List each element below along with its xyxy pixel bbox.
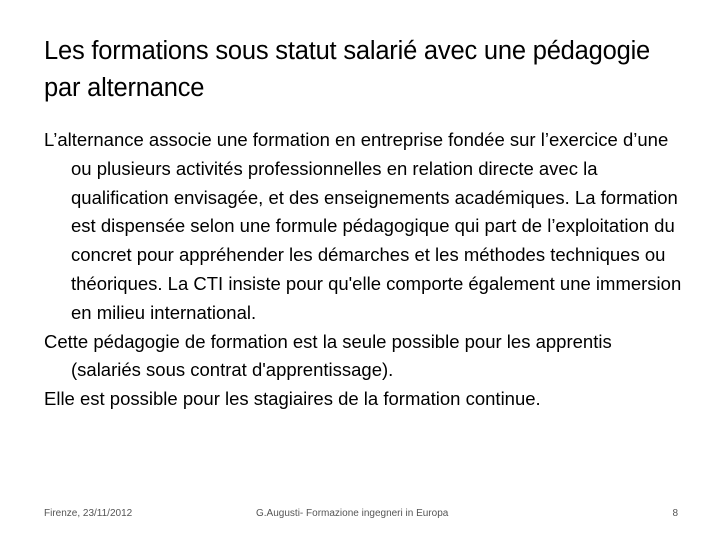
slide-title: Les formations sous statut salarié avec une pédagogie par alternance	[44, 37, 651, 102]
body-paragraph-alternance: L’alternance associe une formation en entreprise fondée sur l’exercice d’une ou plusieurs activités professionnelles en relation directe avec la qualification envisagée, et des enseignements académiques. La formation est dispensée selon une formule pédagogique qui part de l’exploitation du concret pour appréhender les démarches et les méthodes techniques ou théoriques. La CTI insiste pour qu'elle comporte également une immersion en milieu international.	[44, 129, 682, 323]
footer-author: G.Augusti- Formazione ingegneri in Europa	[256, 508, 449, 519]
body-paragraph-apprentis: Cette pédagogie de formation est la seule possible pour les apprentis (salariés sous contrat d'apprentissage).	[44, 330, 612, 381]
slide-footer	[0, 508, 720, 524]
page-number: 8	[672, 508, 678, 519]
body-paragraph-formation-continue: Elle est possible pour les stagiaires de la formation continue.	[44, 388, 541, 410]
slide-body	[44, 126, 684, 414]
footer-date: Firenze, 23/11/2012	[44, 508, 133, 519]
